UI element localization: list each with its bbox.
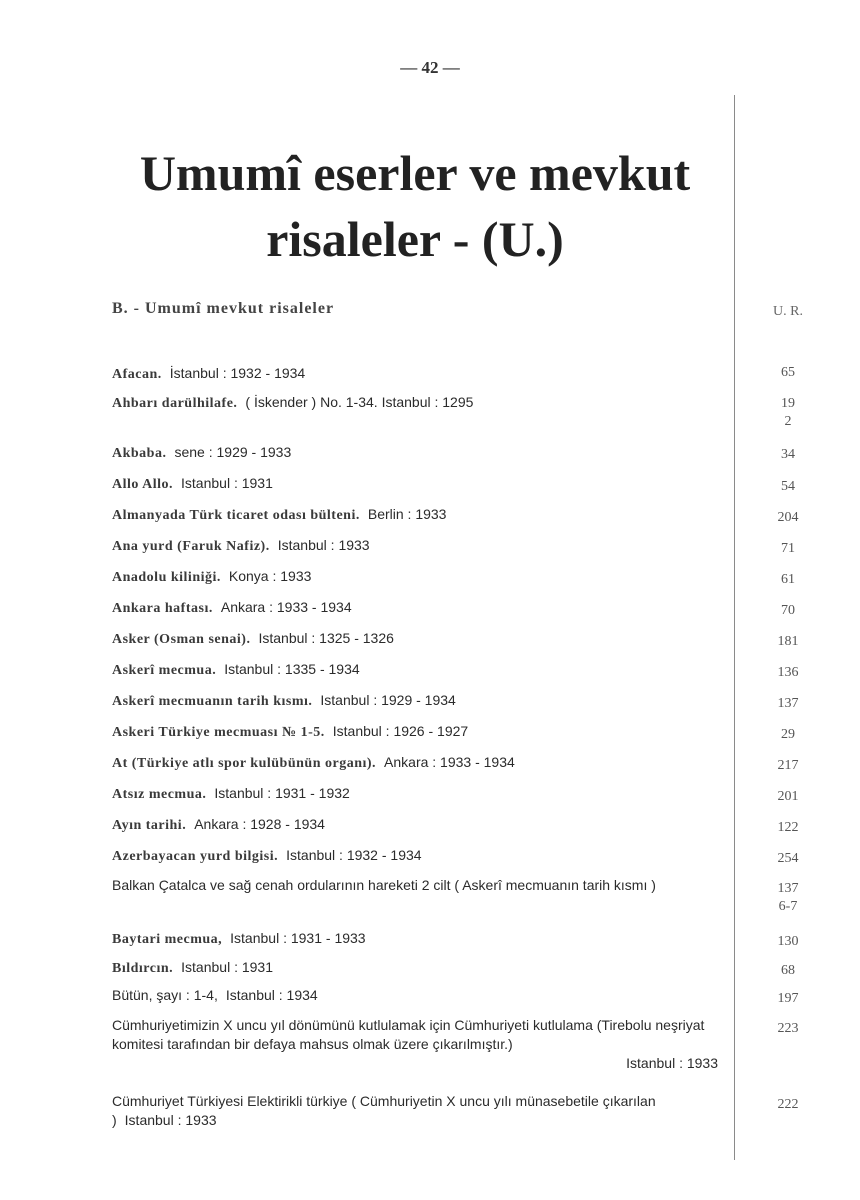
column-heading: U. R.	[773, 304, 803, 319]
entry-title: At (Türkiye atlı spor kulübünün organı).	[112, 756, 377, 771]
list-item	[112, 505, 718, 525]
list-item	[112, 474, 718, 494]
entry-number: 65	[781, 365, 795, 380]
entry-details: Istanbul : 1934	[225, 987, 318, 1003]
entry-title: Almanyada Türk ticaret odası bülteni.	[112, 508, 360, 523]
entry-details: Istanbul : 1335 - 1934	[224, 661, 360, 677]
list-item	[112, 567, 718, 587]
entry-number: 197	[777, 991, 799, 1006]
entry-title: Ahbarı darülhilafe.	[112, 396, 238, 411]
list-item	[112, 876, 718, 895]
entry-number: 254	[777, 851, 799, 866]
list-item	[112, 364, 718, 384]
list-item	[112, 536, 718, 556]
entry-title: Ana yurd (Faruk Nafiz).	[112, 539, 270, 554]
entry-number: 19	[781, 396, 795, 411]
entry-title: Akbaba.	[112, 446, 167, 461]
entry-details: Istanbul : 1933	[626, 1055, 718, 1071]
entry-number: 204	[777, 510, 799, 525]
entry-details: Istanbul : 1926 - 1927	[332, 723, 469, 739]
entry-title: Askerî mecmua.	[112, 663, 217, 678]
entry-title: Afacan.	[112, 367, 162, 382]
entry-details: Ankara : 1933 - 1934	[384, 754, 515, 770]
entry-number: 137	[777, 881, 799, 896]
entry-title: Bütün, şayı : 1-4,	[112, 987, 218, 1003]
list-item	[112, 846, 718, 866]
entry-number: 70	[781, 603, 795, 618]
entry-title: Baytari mecmua,	[112, 932, 223, 947]
list-item	[112, 784, 718, 804]
entry-details: Istanbul : 1931	[181, 475, 273, 491]
entry-details: Istanbul : 1325 - 1326	[258, 630, 394, 646]
entry-number: 136	[777, 665, 799, 680]
entry-title: Ayın tarihi.	[112, 818, 187, 833]
list-item	[112, 1092, 718, 1130]
list-item	[112, 958, 718, 978]
list-item	[112, 753, 718, 773]
entry-number: 61	[781, 572, 795, 587]
entry-details: ( İskender ) No. 1-34. Istanbul : 1295	[245, 394, 474, 410]
list-item	[112, 722, 718, 742]
entry-details: Istanbul : 1931 - 1932	[214, 785, 350, 801]
list-item	[112, 393, 718, 413]
entry-details: İstanbul : 1932 - 1934	[169, 365, 306, 381]
entry-title: Askeri Türkiye mecmuası № 1-5.	[112, 725, 325, 740]
entry-number: 137	[777, 696, 799, 711]
entry-details: Istanbul : 1931	[181, 959, 274, 975]
entry-details: Istanbul : 1933	[124, 1112, 217, 1128]
entry-details: Berlin : 1933	[367, 506, 447, 522]
entry-number: 223	[777, 1021, 799, 1036]
entry-details: Istanbul : 1932 - 1934	[286, 847, 422, 863]
entry-number: 130	[777, 934, 799, 949]
entry-title: Cümhuriyetimizin X uncu yıl dönümünü kutlulamak için Cümhuriyeti kutlulama (Tirebolu neşriyat komitesi tarafından bir defaya mahsus olmak üzere çıkarılmıştır.)	[112, 1017, 705, 1052]
entry-number-secondary: 6-7	[778, 899, 798, 914]
entry-number: 181	[777, 634, 799, 649]
entry-details: Konya : 1933	[228, 568, 312, 584]
page-title	[70, 140, 760, 272]
title-line-2: risaleler - (U.)	[266, 211, 564, 267]
entry-details: Ankara : 1933 - 1934	[220, 599, 352, 615]
list-item	[112, 815, 718, 835]
list-item	[112, 986, 718, 1005]
entry-number: 222	[777, 1097, 799, 1112]
entry-title: Azerbayacan yurd bilgisi.	[112, 849, 279, 864]
entry-number: 29	[781, 727, 795, 742]
entry-title: Allo Allo.	[112, 477, 174, 492]
entry-number: 217	[777, 758, 799, 773]
entry-number-secondary: 2	[784, 414, 792, 429]
entry-title: Anadolu kiliniği.	[112, 570, 221, 585]
entry-details: sene : 1929 - 1933	[174, 444, 292, 460]
entry-number: 71	[781, 541, 795, 556]
list-item	[112, 443, 718, 463]
entry-title: Askerî mecmuanın tarih kısmı.	[112, 694, 313, 709]
entry-title: Balkan Çatalca ve sağ cenah ordularının hareketi 2 cilt ( Askerî mecmuanın tarih kısmı )	[112, 877, 656, 893]
entry-number: 54	[781, 479, 795, 494]
list-item	[112, 929, 718, 949]
list-item	[112, 598, 718, 618]
entry-details: Istanbul : 1931 - 1933	[230, 930, 366, 946]
entry-number: 201	[777, 789, 799, 804]
entry-title: Ankara haftası.	[112, 601, 213, 616]
list-item	[112, 660, 718, 680]
list-item	[112, 691, 718, 711]
entry-details: Istanbul : 1933	[277, 537, 370, 553]
entry-title: Cümhuriyet Türkiyesi Elektirikli türkiye ( Cümhuriyetin X uncu yılı münasebetile çıkarılan )	[112, 1093, 656, 1128]
entry-details: Ankara : 1928 - 1934	[194, 816, 325, 832]
entry-title: Bıldırcın.	[112, 961, 174, 976]
page-number: — 42 —	[400, 58, 460, 77]
entry-number: 68	[781, 963, 795, 978]
entry-title: Atsız mecmua.	[112, 787, 207, 802]
entry-details: Istanbul : 1929 - 1934	[320, 692, 456, 708]
list-item	[112, 629, 718, 649]
entry-title: Asker (Osman senai).	[112, 632, 251, 647]
title-line-1: Umumî eserler ve mevkut	[139, 145, 691, 201]
column-divider	[734, 95, 735, 1160]
section-heading: B. - Umumî mevkut risaleler	[112, 300, 335, 317]
entry-number: 122	[777, 820, 799, 835]
list-item	[112, 1016, 718, 1073]
entry-number: 34	[781, 447, 795, 462]
